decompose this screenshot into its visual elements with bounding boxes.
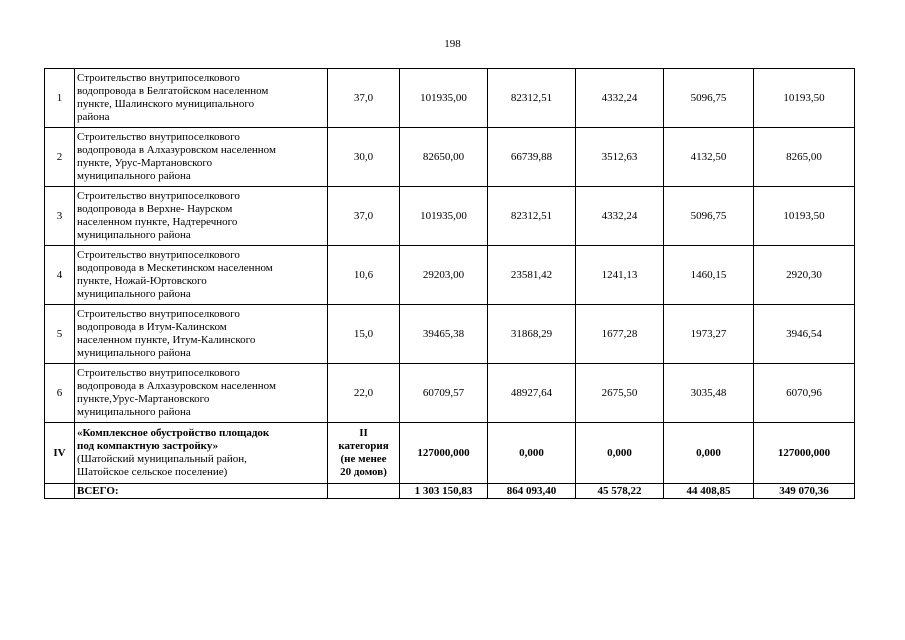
project-name-line: водопровода в Алхазуровском населенном xyxy=(77,144,276,156)
capacity-line: категория xyxy=(338,440,389,452)
project-name-line: под компактную застройку» xyxy=(77,440,219,452)
capacity-cell: 30,0 xyxy=(328,128,400,187)
value-cell: 31868,29 xyxy=(488,305,576,364)
value-cell: 4332,24 xyxy=(576,187,664,246)
project-name-line: Строительство внутрипоселкового xyxy=(77,72,240,84)
project-name xyxy=(75,305,328,364)
row-number: 4 xyxy=(45,246,75,305)
project-name-line: Строительство внутрипоселкового xyxy=(77,190,240,202)
project-name-line: водопровода в Алхазуровском населенном xyxy=(77,380,276,392)
project-name-line: муниципального района xyxy=(77,229,191,241)
value-cell: 82312,51 xyxy=(488,187,576,246)
project-name-line: Шатойское сельское поселение) xyxy=(77,466,228,478)
capacity-cell: 10,6 xyxy=(328,246,400,305)
project-name-line: Строительство внутрипоселкового xyxy=(77,367,240,379)
value-cell: 0,000 xyxy=(576,423,664,484)
value-cell: 10193,50 xyxy=(754,69,855,128)
value-cell: 3035,48 xyxy=(664,364,754,423)
project-name-line: водопровода в Итум-Калинском xyxy=(77,321,227,333)
value-cell: 23581,42 xyxy=(488,246,576,305)
project-name-line: муниципального района xyxy=(77,170,191,182)
total-value-cell: 864 093,40 xyxy=(488,484,576,499)
project-name-line: Строительство внутрипоселкового xyxy=(77,249,240,261)
value-cell: 0,000 xyxy=(664,423,754,484)
row-number: 3 xyxy=(45,187,75,246)
row-number xyxy=(45,484,75,499)
value-cell: 60709,57 xyxy=(400,364,488,423)
project-name-line: водопровода в Мескетинском населенном xyxy=(77,262,273,274)
project-name-line: муниципального района xyxy=(77,288,191,300)
project-name xyxy=(75,128,328,187)
project-name-line: муниципального района xyxy=(77,406,191,418)
category-row xyxy=(45,423,855,484)
value-cell: 39465,38 xyxy=(400,305,488,364)
row-number: IV xyxy=(45,423,75,484)
total-value-cell: 45 578,22 xyxy=(576,484,664,499)
page-number: 198 xyxy=(444,38,461,50)
value-cell: 4332,24 xyxy=(576,69,664,128)
project-name-line: населенном пункте, Итум-Калинского xyxy=(77,334,256,346)
table-row xyxy=(45,305,855,364)
budget-table xyxy=(44,68,855,499)
project-name xyxy=(75,364,328,423)
project-name-line: водопровода в Белгатойском населенном xyxy=(77,85,269,97)
value-cell: 101935,00 xyxy=(400,69,488,128)
value-cell: 1973,27 xyxy=(664,305,754,364)
value-cell: 8265,00 xyxy=(754,128,855,187)
value-cell: 4132,50 xyxy=(664,128,754,187)
row-number: 6 xyxy=(45,364,75,423)
value-cell: 101935,00 xyxy=(400,187,488,246)
capacity-cell: 22,0 xyxy=(328,364,400,423)
value-cell: 2675,50 xyxy=(576,364,664,423)
value-cell: 2920,30 xyxy=(754,246,855,305)
capacity-line: 20 домов) xyxy=(340,466,387,478)
value-cell: 5096,75 xyxy=(664,187,754,246)
capacity-cell: 15,0 xyxy=(328,305,400,364)
total-value-cell: 349 070,36 xyxy=(754,484,855,499)
project-name-line: пункте, Урус-Мартановского xyxy=(77,157,213,169)
value-cell: 29203,00 xyxy=(400,246,488,305)
capacity-line: II xyxy=(359,427,368,439)
table-row xyxy=(45,187,855,246)
total-row xyxy=(45,484,855,499)
value-cell: 127000,000 xyxy=(400,423,488,484)
row-number: 1 xyxy=(45,69,75,128)
value-cell: 0,000 xyxy=(488,423,576,484)
value-cell: 5096,75 xyxy=(664,69,754,128)
table-row xyxy=(45,364,855,423)
value-cell: 82650,00 xyxy=(400,128,488,187)
project-name-line: Строительство внутрипоселкового xyxy=(77,131,240,143)
table-row xyxy=(45,128,855,187)
capacity-cell xyxy=(328,484,400,499)
capacity-cell: 37,0 xyxy=(328,69,400,128)
project-name-line: «Комплексное обустройство площадок xyxy=(77,427,270,439)
project-name xyxy=(75,423,328,484)
project-name-line: пункте, Ножай-Юртовского xyxy=(77,275,207,287)
value-cell: 127000,000 xyxy=(754,423,855,484)
project-name-line: района xyxy=(77,111,110,123)
project-name-line: водопровода в Верхне- Наурском xyxy=(77,203,233,215)
value-cell: 6070,96 xyxy=(754,364,855,423)
table-row xyxy=(45,246,855,305)
project-name xyxy=(75,69,328,128)
project-name-line: населенном пункте, Надтеречного xyxy=(77,216,238,228)
total-value-cell: 44 408,85 xyxy=(664,484,754,499)
row-number: 5 xyxy=(45,305,75,364)
value-cell: 48927,64 xyxy=(488,364,576,423)
project-name-line: пункте, Шалинского муниципального xyxy=(77,98,255,110)
project-name-line: Строительство внутрипоселкового xyxy=(77,308,240,320)
row-number: 2 xyxy=(45,128,75,187)
value-cell: 1677,28 xyxy=(576,305,664,364)
capacity-cell: 37,0 xyxy=(328,187,400,246)
project-name-line: пункте,Урус-Мартановского xyxy=(77,393,210,405)
value-cell: 1241,13 xyxy=(576,246,664,305)
project-name-line: (Шатойский муниципальный район, xyxy=(77,453,247,465)
value-cell: 3946,54 xyxy=(754,305,855,364)
table-row xyxy=(45,69,855,128)
value-cell: 10193,50 xyxy=(754,187,855,246)
project-name xyxy=(75,187,328,246)
capacity-line: (не менее xyxy=(340,453,387,465)
project-name xyxy=(75,246,328,305)
capacity-cell xyxy=(328,423,400,484)
project-name-line: муниципального района xyxy=(77,347,191,359)
value-cell: 1460,15 xyxy=(664,246,754,305)
total-label: ВСЕГО: xyxy=(75,484,328,499)
value-cell: 3512,63 xyxy=(576,128,664,187)
total-value-cell: 1 303 150,83 xyxy=(400,484,488,499)
value-cell: 82312,51 xyxy=(488,69,576,128)
value-cell: 66739,88 xyxy=(488,128,576,187)
